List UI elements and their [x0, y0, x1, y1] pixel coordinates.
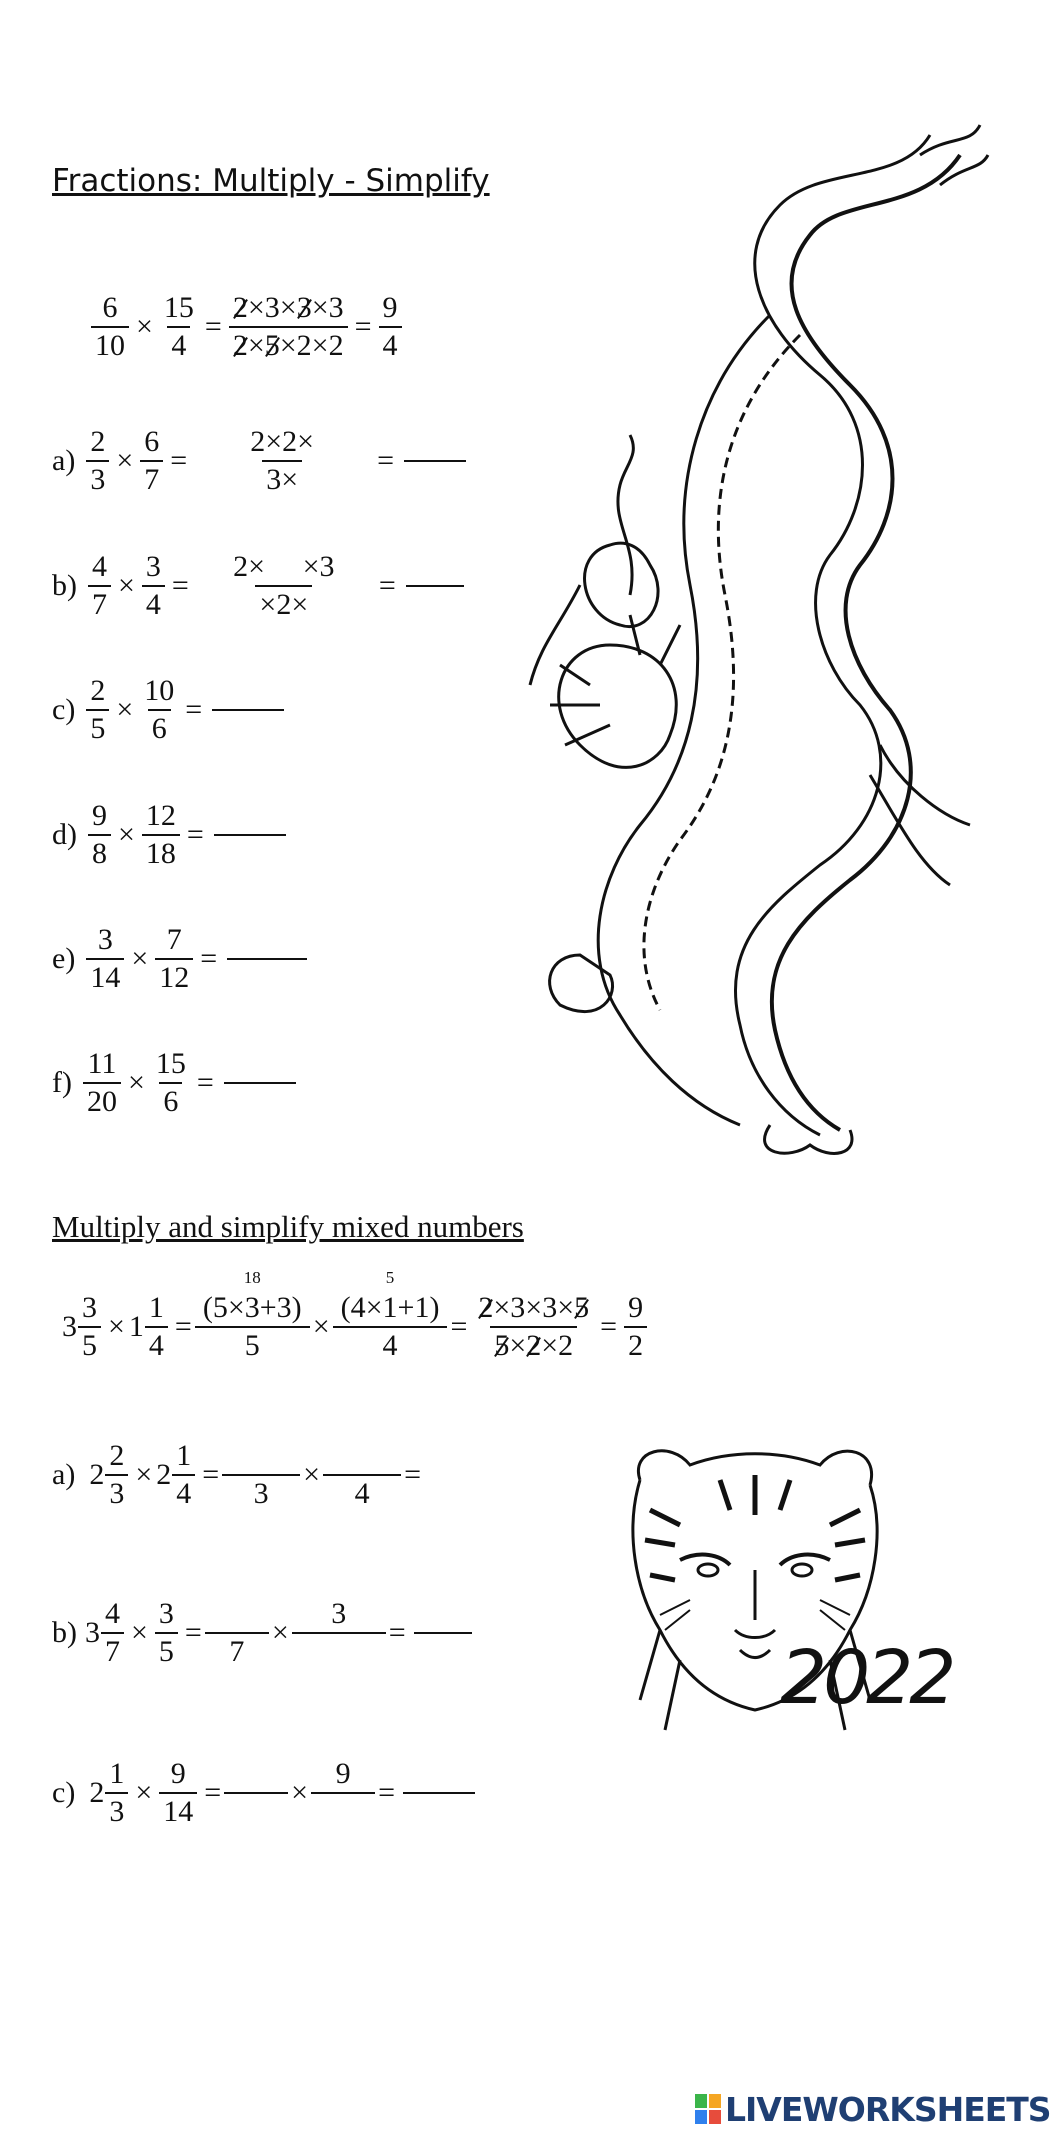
mixed-problem-a: a) 2 $\frac{2}{3}$ × 2 $\frac{1}{4}$ = 3 × 4 = — [52, 1439, 421, 1510]
brand-name: LIVEWORKSHEETS — [725, 2090, 1051, 2129]
working-fraction[interactable]: $\frac{2\times 2\times}{3\times}$ — [250, 425, 315, 496]
improper-fraction: (5×3 18 +3) 5 — [199, 1290, 306, 1364]
fraction: $\frac{6}{10}$ — [91, 290, 129, 364]
answer-blank[interactable] — [227, 958, 307, 960]
section-title: Fractions: Multiply - Simplify — [52, 163, 490, 199]
answer-blank[interactable] — [406, 585, 464, 587]
answer-blank[interactable] — [214, 834, 286, 836]
year-label: 2022 — [780, 1635, 953, 1721]
problem-c: c) $\frac{2}{5}$ × $\frac{10}{6}$ = — [52, 673, 284, 747]
problem-d: d) $\frac{9}{8}$ × $\frac{12}{18}$ = — [52, 798, 286, 872]
mixed-problem-b: b) 3 $\frac{4}{7}$ × $\frac{3}{5}$ = 7 × 3 = — [52, 1596, 472, 1670]
answer-blank[interactable] — [224, 1082, 296, 1084]
cancellation-fraction: $\frac{2\times 3\times 3\times 5}{5\times 2\times 2}$ — [478, 1291, 590, 1362]
result-fraction: $\frac{9}{2}$ — [624, 1290, 647, 1364]
mixed-problem-c: c) 2 $\frac{1}{3}$ × $\frac{9}{14}$ = × 9 = — [52, 1756, 475, 1830]
brand-icon — [695, 2094, 721, 2126]
answer-blank[interactable] — [414, 1632, 472, 1634]
answer-blank[interactable] — [403, 1792, 475, 1794]
mixed-example-row: 3 $\frac{3}{5}$ × 1 $\frac{1}{4}$ = (5×3 18 +3) 5 × (4×1 5 +1) 4 = $\frac{2\times 3\times 3\times 5}{5\times 2\times 2}$ = $\frac{9}{2}$ — [62, 1290, 650, 1364]
answer-blank[interactable] — [404, 460, 466, 462]
problem-f: f) $\frac{11}{20}$ × $\frac{15}{6}$ = — [52, 1046, 296, 1120]
working-fraction[interactable]: $\frac{2\times \times 3}{\times 2\times}$ — [233, 550, 335, 621]
example-row: $\frac{6}{10}$ × $\frac{15}{4}$ = $\frac{2\times 3\times 3\times 3}{2\times 5\times 2\times 2}$ = $\frac{9}{4}$ — [88, 290, 405, 364]
result-fraction: $\frac{9}{4}$ — [379, 290, 402, 364]
brand-logo — [695, 2090, 1051, 2129]
problem-b: b) $\frac{4}{7}$ × $\frac{3}{4}$ = $\frac{2\times \times 3}{\times 2\times}$ = — [52, 549, 464, 623]
section-title: Multiply and simplify mixed numbers — [52, 1209, 524, 1244]
cancellation-fraction: $\frac{2\times 3\times 3\times 3}{2\times 5\times 2\times 2}$ — [229, 290, 348, 364]
answer-blank[interactable] — [212, 709, 284, 711]
improper-fraction: (4×1 5 +1) 4 — [337, 1290, 444, 1364]
problem-a: a) $\frac{2}{3}$ × $\frac{6}{7}$ = $\frac{2\times 2\times}{3\times}$ = — [52, 424, 466, 498]
problem-e: e) $\frac{3}{14}$ × $\frac{7}{12}$ = — [52, 922, 307, 996]
fraction: $\frac{15}{4}$ — [163, 291, 194, 362]
dragon-illustration — [520, 125, 990, 1165]
